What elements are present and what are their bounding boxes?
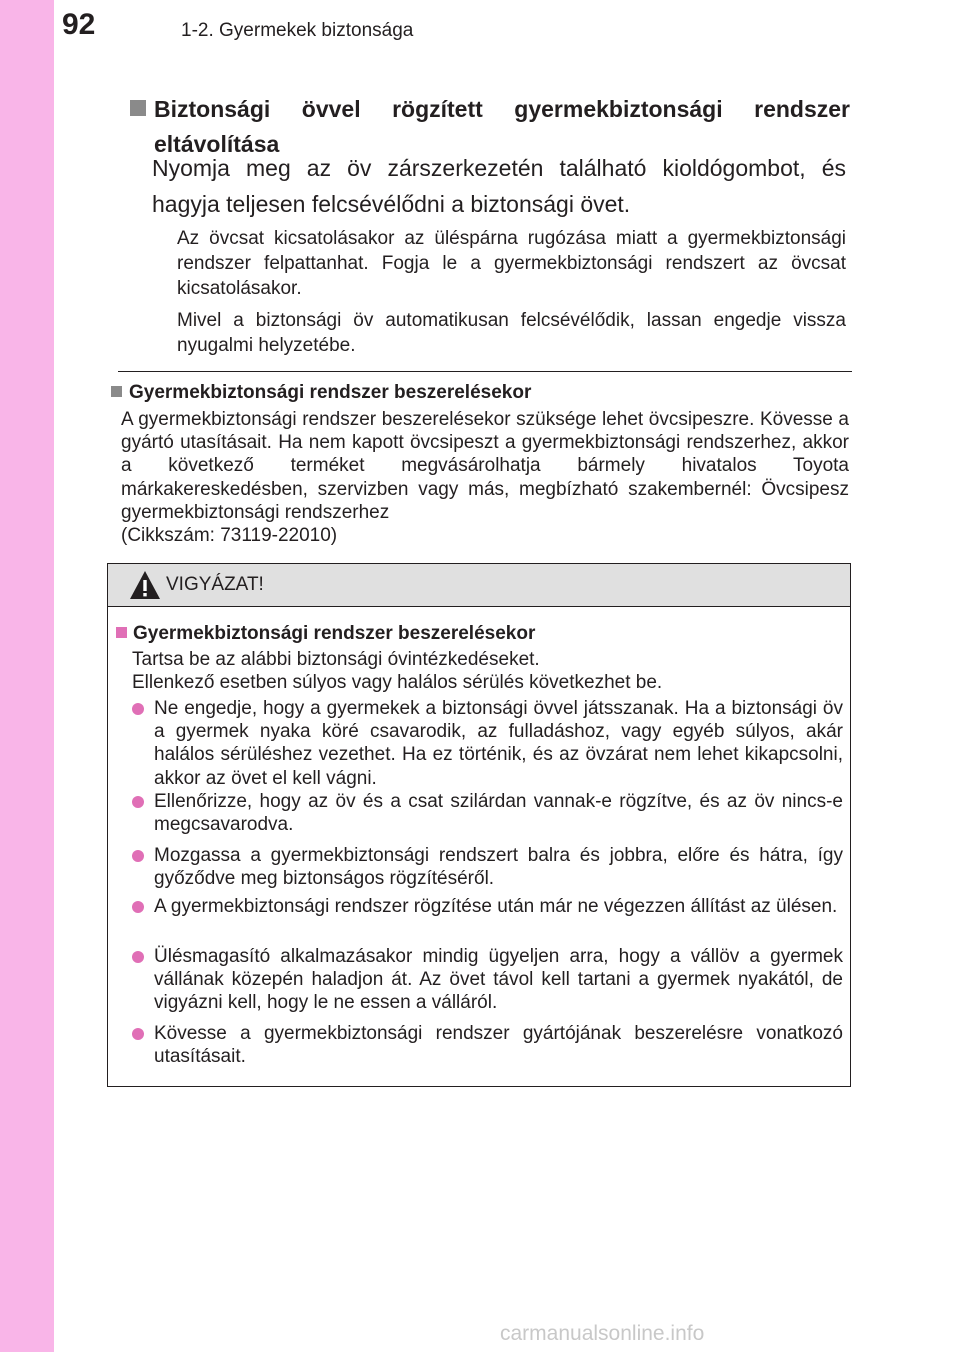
caution-text: Ellenkező esetben súlyos vagy halálos sérülés következhet be. (132, 672, 663, 693)
instruction-text: Nyomja meg az öv zárszerkezetén található kioldógombot, és hagyja teljesen felcsévélődni a biztonsági övet. (152, 155, 846, 217)
watermark: carmanualsonline.info (500, 1322, 705, 1345)
caution-bullet-text: Ülésmagasító alkalmazásakor mindig ügyeljen arra, hogy a vállöv a gyermek vállának közepén haladjon át. Az övet távol kell tartani a gyermek nyakától, de vigyázni kell, hogy le ne essen a válláról. (154, 946, 843, 1014)
round-bullet-icon (132, 1028, 144, 1040)
caution-subheading (116, 623, 535, 645)
square-bullet-icon (111, 386, 122, 397)
caution-bullet-text: Ellenőrizze, hogy az öv és a csat szilárdan vannak-e rögzítve, és az öv nincs-e megcsavarodva. (154, 791, 843, 836)
subsection-body-text: A gyermekbiztonsági rendszer beszerelésekor szüksége lehet övcsipeszre. Kövesse a gyártó utasításait. Ha nem kapott övcsipeszt a gyermekbiztonsági rendszerhez, akkor a következő terméket megvásárolhatja bármely hivatalos Toyota márkakereskedésben, szervizben vagy más, megbízható szakembernél: Övcsipesz gyermekbiztonsági rendszerhez (121, 409, 849, 523)
caution-title: VIGYÁZAT! (166, 574, 264, 595)
note-text: Az övcsat kicsatolásakor az üléspárna rugózása miatt a gyermekbiztonsági rendszer felpattanhat. Fogja le a gyermekbiztonsági rendszert az övcsat kicsatolásakor. (177, 228, 846, 299)
caution-bullet (132, 790, 843, 836)
round-bullet-icon (132, 901, 144, 913)
caution-box (107, 563, 851, 1087)
divider (118, 371, 852, 372)
round-bullet-icon (132, 796, 144, 808)
part-number: (Cikkszám: 73119-22010) (121, 525, 338, 547)
square-bullet-icon (116, 627, 127, 638)
warning-triangle-icon (129, 570, 161, 600)
caution-bullet-text: Kövesse a gyermekbiztonsági rendszer gyártójának beszerelésre vonatkozó utasításait. (154, 1023, 843, 1068)
caution-subheading-text: Gyermekbiztonsági rendszer beszerelésekor (133, 623, 536, 644)
caution-bullet-text: A gyermekbiztonsági rendszer rögzítése után már ne végezzen állítást az ülésen. (154, 896, 838, 917)
subsection-heading (111, 382, 531, 404)
caution-bullet-text: Ne engedje, hogy a gyermekek a biztonsági övvel játsszanak. Ha a biztonsági öv a gyermek nyaka köré csavarodik, az fulladáshoz, vagy egyéb súlyos, akár halálos sérüléshez vezethet. Ha ez történik, és az övzárat nem lehet kikapcsolni, akkor az övet el kell vágni. (154, 698, 843, 789)
caution-bullet (132, 1022, 843, 1068)
subsection-heading-text: Gyermekbiztonsági rendszer beszerelésekor (129, 382, 532, 403)
note-text: Mivel a biztonsági öv automatikusan felcsévélődik, lassan engedje vissza nyugalmi helyzetébe. (177, 310, 846, 356)
caution-bullet (132, 844, 843, 890)
caution-text: Tartsa be az alábbi biztonsági óvintézkedéseket. (132, 649, 540, 670)
page-number: 92 (62, 8, 96, 41)
caution-bullet-text: Mozgassa a gyermekbiztonsági rendszert balra és jobbra, előre és hátra, így győződve meg biztonságos rögzítéséről. (154, 845, 843, 890)
square-bullet-icon (130, 100, 146, 116)
caution-bullet (132, 697, 843, 790)
section-heading-text: Biztonsági övvel rögzített gyermekbiztonsági rendszer eltávolítása (154, 96, 850, 157)
page-side-tab (0, 0, 54, 1352)
round-bullet-icon (132, 703, 144, 715)
caution-bullet (132, 945, 843, 1015)
round-bullet-icon (132, 951, 144, 963)
caution-bullet (132, 895, 843, 918)
round-bullet-icon (132, 850, 144, 862)
running-head: 1-2. Gyermekek biztonsága (181, 20, 414, 41)
caution-header (108, 564, 850, 607)
subsection-body (121, 408, 849, 547)
